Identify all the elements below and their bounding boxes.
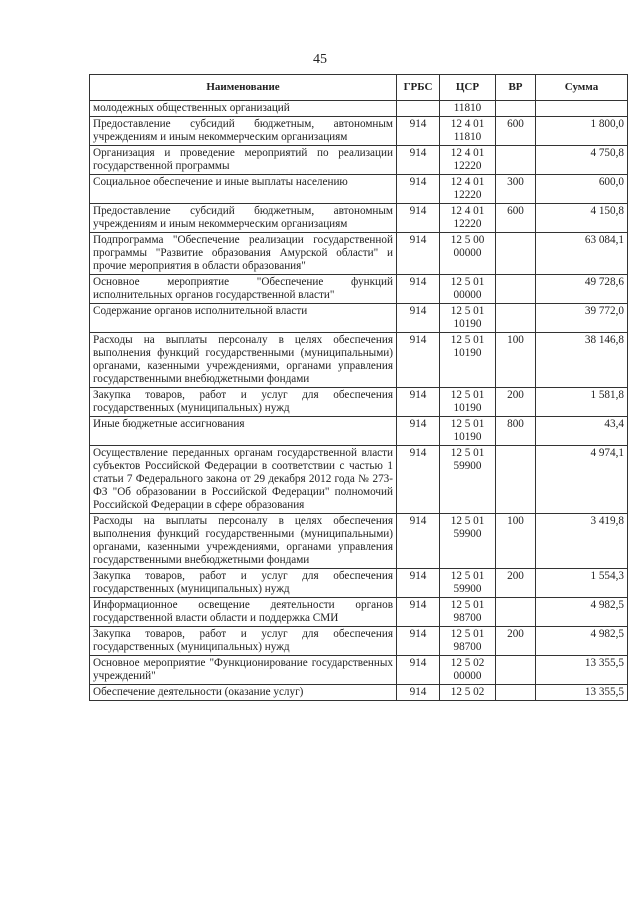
cell-grbs: 914 bbox=[397, 656, 440, 685]
cell-csr-line: 12 5 01 bbox=[450, 515, 485, 527]
cell-csr-line: 59900 bbox=[453, 583, 482, 595]
cell-csr-line: 12 5 02 bbox=[450, 686, 485, 698]
cell-csr-line: 12 5 00 bbox=[450, 234, 485, 246]
table-row bbox=[90, 275, 628, 304]
cell-csr-line: 59900 bbox=[453, 528, 482, 540]
cell-vr bbox=[496, 275, 536, 304]
cell-name: Предоставление субсидий бюджетным, автономным учреждениям и иным некоммерческим организациям bbox=[90, 204, 397, 233]
table-row bbox=[90, 446, 628, 514]
cell-csr-line: 12 5 01 bbox=[450, 628, 485, 640]
cell-csr-line: 12 4 01 bbox=[450, 118, 485, 130]
column-header-csr: ЦСР bbox=[440, 75, 496, 101]
table-row bbox=[90, 514, 628, 569]
table-row bbox=[90, 233, 628, 275]
cell-csr-line: 11810 bbox=[453, 102, 482, 114]
cell-sum: 39 772,0 bbox=[536, 304, 628, 333]
cell-name: Организация и проведение мероприятий по реализации государственной программы bbox=[90, 146, 397, 175]
table-row bbox=[90, 627, 628, 656]
table-row bbox=[90, 685, 628, 701]
cell-name: Расходы на выплаты персоналу в целях обеспечения выполнения функций государственными (муниципальными) органами, казенными учреждениями, органами управления государственными внебюджетными фондами bbox=[90, 333, 397, 388]
cell-csr-line: 12 4 01 bbox=[450, 147, 485, 159]
cell-csr-line: 12 5 01 bbox=[450, 276, 485, 288]
cell-csr bbox=[440, 304, 496, 333]
cell-name: Закупка товаров, работ и услуг для обеспечения государственных (муниципальных) нужд bbox=[90, 627, 397, 656]
cell-name: Осуществление переданных органам государственной власти субъектов Российской Федерации в соответствии с частью 1 статьи 7 Федерального закона от 29 декабря 2012 года № 273-ФЗ "Об образовании в Российской Федерации" полномочий Российской Федерации в сфере образования bbox=[90, 446, 397, 514]
cell-sum: 600,0 bbox=[536, 175, 628, 204]
cell-csr bbox=[440, 175, 496, 204]
table-row bbox=[90, 117, 628, 146]
cell-grbs: 914 bbox=[397, 146, 440, 175]
cell-sum: 13 355,5 bbox=[536, 685, 628, 701]
cell-vr bbox=[496, 101, 536, 117]
cell-csr-line: 11810 bbox=[453, 131, 482, 143]
page-number: 45 bbox=[313, 52, 327, 67]
cell-csr-line: 98700 bbox=[453, 612, 482, 624]
cell-sum: 1 581,8 bbox=[536, 388, 628, 417]
cell-grbs: 914 bbox=[397, 388, 440, 417]
cell-csr-line: 12 5 01 bbox=[450, 570, 485, 582]
cell-csr-line: 12 5 01 bbox=[450, 305, 485, 317]
table-row bbox=[90, 146, 628, 175]
cell-name: Расходы на выплаты персоналу в целях обеспечения выполнения функций государственными (муниципальными) органами, казенными учреждениями, органами управления государственными внебюджетными фондами bbox=[90, 514, 397, 569]
cell-csr bbox=[440, 569, 496, 598]
table-row bbox=[90, 304, 628, 333]
cell-grbs: 914 bbox=[397, 417, 440, 446]
cell-csr bbox=[440, 598, 496, 627]
cell-sum: 38 146,8 bbox=[536, 333, 628, 388]
cell-csr-line: 12 5 01 bbox=[450, 599, 485, 611]
cell-csr-line: 12 5 01 bbox=[450, 447, 485, 459]
cell-vr bbox=[496, 685, 536, 701]
cell-sum: 43,4 bbox=[536, 417, 628, 446]
cell-grbs: 914 bbox=[397, 117, 440, 146]
cell-vr bbox=[496, 304, 536, 333]
cell-vr bbox=[496, 598, 536, 627]
column-header-grbs: ГРБС bbox=[397, 75, 440, 101]
cell-csr-line: 00000 bbox=[453, 670, 482, 682]
cell-vr bbox=[496, 656, 536, 685]
cell-name: молодежных общественных организаций bbox=[90, 101, 397, 117]
cell-grbs: 914 bbox=[397, 569, 440, 598]
cell-vr bbox=[496, 146, 536, 175]
cell-grbs: 914 bbox=[397, 514, 440, 569]
cell-csr bbox=[440, 204, 496, 233]
cell-name: Основное мероприятие "Обеспечение функций исполнительных органов государственной власти" bbox=[90, 275, 397, 304]
cell-csr-line: 12 4 01 bbox=[450, 176, 485, 188]
cell-name: Основное мероприятие "Функционирование государственных учреждений" bbox=[90, 656, 397, 685]
cell-name: Закупка товаров, работ и услуг для обеспечения государственных (муниципальных) нужд bbox=[90, 388, 397, 417]
cell-name: Предоставление субсидий бюджетным, автономным учреждениям и иным некоммерческим организациям bbox=[90, 117, 397, 146]
cell-csr bbox=[440, 275, 496, 304]
column-header-sum: Сумма bbox=[536, 75, 628, 101]
cell-csr-line: 12 5 02 bbox=[450, 657, 485, 669]
cell-grbs: 914 bbox=[397, 333, 440, 388]
cell-csr-line: 10190 bbox=[453, 431, 482, 443]
cell-csr bbox=[440, 514, 496, 569]
cell-name: Социальное обеспечение и иные выплаты населению bbox=[90, 175, 397, 204]
cell-csr bbox=[440, 627, 496, 656]
cell-grbs: 914 bbox=[397, 446, 440, 514]
budget-table bbox=[89, 74, 628, 701]
cell-sum: 4 150,8 bbox=[536, 204, 628, 233]
cell-csr bbox=[440, 117, 496, 146]
cell-csr-line: 10190 bbox=[453, 402, 482, 414]
cell-sum: 63 084,1 bbox=[536, 233, 628, 275]
cell-csr-line: 12220 bbox=[453, 160, 482, 172]
cell-csr-line: 10190 bbox=[453, 318, 482, 330]
cell-csr bbox=[440, 446, 496, 514]
cell-vr: 300 bbox=[496, 175, 536, 204]
cell-csr bbox=[440, 685, 496, 701]
cell-vr: 800 bbox=[496, 417, 536, 446]
cell-name: Обеспечение деятельности (оказание услуг) bbox=[90, 685, 397, 701]
cell-sum: 4 750,8 bbox=[536, 146, 628, 175]
table-row bbox=[90, 204, 628, 233]
cell-csr-line: 59900 bbox=[453, 460, 482, 472]
cell-vr: 600 bbox=[496, 117, 536, 146]
cell-sum bbox=[536, 101, 628, 117]
cell-grbs: 914 bbox=[397, 627, 440, 656]
table-row bbox=[90, 569, 628, 598]
cell-csr bbox=[440, 388, 496, 417]
column-header-vr: ВР bbox=[496, 75, 536, 101]
cell-csr-line: 12 4 01 bbox=[450, 205, 485, 217]
cell-sum: 49 728,6 bbox=[536, 275, 628, 304]
cell-sum: 13 355,5 bbox=[536, 656, 628, 685]
table-row bbox=[90, 388, 628, 417]
cell-csr bbox=[440, 101, 496, 117]
cell-grbs: 914 bbox=[397, 685, 440, 701]
cell-sum: 3 419,8 bbox=[536, 514, 628, 569]
cell-csr-line: 12220 bbox=[453, 218, 482, 230]
cell-vr: 200 bbox=[496, 388, 536, 417]
cell-grbs: 914 bbox=[397, 304, 440, 333]
cell-vr: 100 bbox=[496, 333, 536, 388]
cell-csr-line: 00000 bbox=[453, 247, 482, 259]
table-header-row bbox=[90, 75, 628, 101]
cell-grbs: 914 bbox=[397, 204, 440, 233]
cell-vr bbox=[496, 233, 536, 275]
cell-name: Содержание органов исполнительной власти bbox=[90, 304, 397, 333]
cell-grbs: 914 bbox=[397, 233, 440, 275]
cell-csr-line: 12 5 01 bbox=[450, 334, 485, 346]
cell-vr bbox=[496, 446, 536, 514]
cell-csr bbox=[440, 333, 496, 388]
cell-csr-line: 12 5 01 bbox=[450, 418, 485, 430]
cell-vr: 100 bbox=[496, 514, 536, 569]
cell-name: Иные бюджетные ассигнования bbox=[90, 417, 397, 446]
cell-sum: 4 982,5 bbox=[536, 627, 628, 656]
table-row bbox=[90, 656, 628, 685]
table-row bbox=[90, 333, 628, 388]
cell-grbs: 914 bbox=[397, 175, 440, 204]
cell-csr bbox=[440, 146, 496, 175]
cell-vr: 200 bbox=[496, 627, 536, 656]
cell-name: Подпрограмма "Обеспечение реализации государственной программы "Развитие образования Амурской области" и прочие мероприятия в области образования" bbox=[90, 233, 397, 275]
cell-name: Закупка товаров, работ и услуг для обеспечения государственных (муниципальных) нужд bbox=[90, 569, 397, 598]
table-body bbox=[90, 101, 628, 701]
cell-csr-line: 00000 bbox=[453, 289, 482, 301]
cell-csr-line: 10190 bbox=[453, 347, 482, 359]
cell-sum: 4 982,5 bbox=[536, 598, 628, 627]
cell-vr: 200 bbox=[496, 569, 536, 598]
cell-sum: 4 974,1 bbox=[536, 446, 628, 514]
cell-grbs bbox=[397, 101, 440, 117]
table-row bbox=[90, 598, 628, 627]
cell-csr bbox=[440, 233, 496, 275]
cell-grbs: 914 bbox=[397, 598, 440, 627]
column-header-name: Наименование bbox=[90, 75, 397, 101]
table-row bbox=[90, 175, 628, 204]
cell-sum: 1 800,0 bbox=[536, 117, 628, 146]
cell-grbs: 914 bbox=[397, 275, 440, 304]
cell-csr-line: 98700 bbox=[453, 641, 482, 653]
cell-csr-line: 12220 bbox=[453, 189, 482, 201]
cell-name: Информационное освещение деятельности органов государственной власти области и поддержка СМИ bbox=[90, 598, 397, 627]
cell-sum: 1 554,3 bbox=[536, 569, 628, 598]
table-row bbox=[90, 101, 628, 117]
cell-csr bbox=[440, 656, 496, 685]
table-row bbox=[90, 417, 628, 446]
cell-vr: 600 bbox=[496, 204, 536, 233]
cell-csr bbox=[440, 417, 496, 446]
cell-csr-line: 12 5 01 bbox=[450, 389, 485, 401]
